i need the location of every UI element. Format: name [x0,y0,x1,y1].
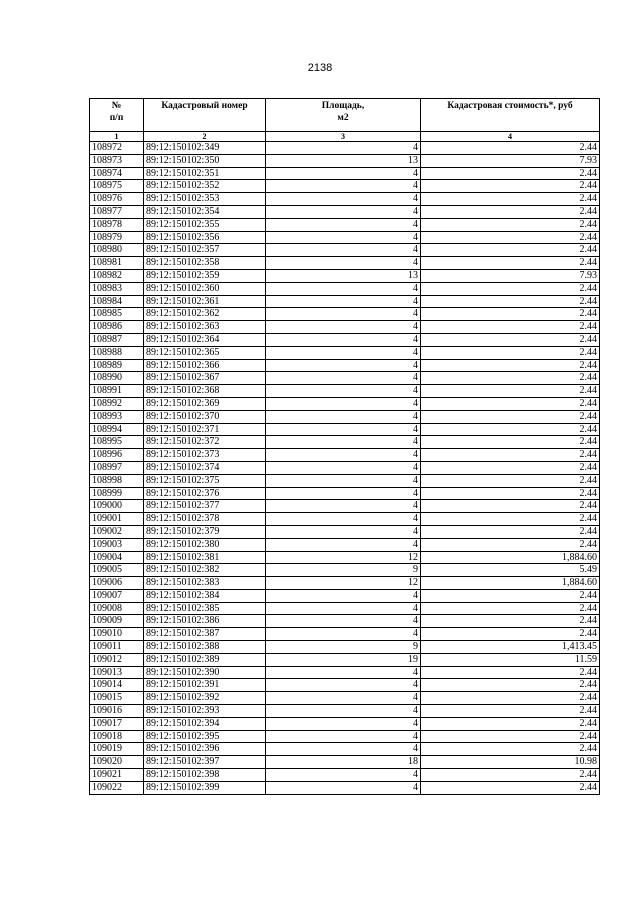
cadastral-number: 89:12:150102:375 [144,474,266,487]
row-number: 108979 [90,231,144,244]
table-row [90,321,600,334]
cadastral-value: 2.44 [421,385,600,398]
cadastral-number: 89:12:150102:351 [144,167,266,180]
row-number: 109003 [90,538,144,551]
table-row [90,372,600,385]
cadastral-value: 2.44 [421,218,600,231]
area-value: 4 [266,346,421,359]
row-number: 109007 [90,589,144,602]
cadastral-number: 89:12:150102:373 [144,449,266,462]
cadastral-number: 89:12:150102:349 [144,142,266,155]
row-number: 108978 [90,218,144,231]
area-value: 4 [266,385,421,398]
area-value: 4 [266,500,421,513]
column-number: 4 [421,132,600,142]
area-value: 4 [266,436,421,449]
row-number: 108993 [90,410,144,423]
row-number: 109019 [90,743,144,756]
cadastral-number: 89:12:150102:352 [144,180,266,193]
column-number: 3 [266,132,421,142]
cadastral-value: 7.93 [421,269,600,282]
area-value: 4 [266,525,421,538]
header-cadastral-value: Кадастровая стоимость*, руб [421,99,600,132]
cadastral-number: 89:12:150102:365 [144,346,266,359]
cadastral-number: 89:12:150102:398 [144,769,266,782]
cadastral-value: 1,413.45 [421,641,600,654]
cadastral-number: 89:12:150102:361 [144,295,266,308]
cadastral-value: 2.44 [421,346,600,359]
area-value: 4 [266,180,421,193]
table-row [90,359,600,372]
area-value: 4 [266,666,421,679]
cadastral-value: 7.93 [421,154,600,167]
table-row [90,269,600,282]
cadastral-number: 89:12:150102:376 [144,487,266,500]
area-value: 4 [266,730,421,743]
page-number: 2138 [307,62,333,74]
row-number: 109014 [90,679,144,692]
row-number: 109000 [90,500,144,513]
table-row [90,487,600,500]
area-value: 4 [266,743,421,756]
cadastral-value: 11.59 [421,653,600,666]
area-value: 4 [266,308,421,321]
area-value: 4 [266,244,421,257]
cadastral-value: 2.44 [421,308,600,321]
cadastral-number: 89:12:150102:364 [144,333,266,346]
cadastral-value: 2.44 [421,359,600,372]
table-row [90,218,600,231]
table-row [90,154,600,167]
cadastral-number: 89:12:150102:367 [144,372,266,385]
cadastral-number: 89:12:150102:354 [144,205,266,218]
header-number [90,99,144,132]
table-row [90,436,600,449]
area-value: 4 [266,193,421,206]
table-row [90,333,600,346]
cadastral-number: 89:12:150102:382 [144,564,266,577]
row-number: 109001 [90,513,144,526]
cadastral-value: 2.44 [421,372,600,385]
row-number: 108992 [90,397,144,410]
cadastral-number: 89:12:150102:369 [144,397,266,410]
cadastral-number: 89:12:150102:397 [144,756,266,769]
area-value: 4 [266,589,421,602]
row-number: 108982 [90,269,144,282]
row-number: 109005 [90,564,144,577]
table-row [90,346,600,359]
area-value: 9 [266,641,421,654]
area-value: 4 [266,769,421,782]
table-row [90,513,600,526]
area-value: 4 [266,679,421,692]
row-number: 108987 [90,333,144,346]
row-number: 108986 [90,321,144,334]
row-number: 109013 [90,666,144,679]
area-value: 4 [266,218,421,231]
table-row [90,730,600,743]
cadastral-value: 2.44 [421,615,600,628]
row-number: 109021 [90,769,144,782]
table-row [90,449,600,462]
cadastral-value: 2.44 [421,589,600,602]
cadastral-value: 2.44 [421,705,600,718]
column-number: 2 [144,132,266,142]
cadastral-value: 2.44 [421,679,600,692]
header-area-line2: м2 [337,113,349,123]
area-value: 4 [266,602,421,615]
cadastral-value: 2.44 [421,525,600,538]
table-row [90,500,600,513]
row-number: 108997 [90,461,144,474]
cadastral-value: 2.44 [421,436,600,449]
table-row [90,525,600,538]
area-value: 4 [266,397,421,410]
cadastral-value: 2.44 [421,769,600,782]
area-value: 4 [266,781,421,794]
table-row [90,589,600,602]
table-row [90,781,600,794]
row-number: 108998 [90,474,144,487]
row-number: 108976 [90,193,144,206]
cadastral-value: 2.44 [421,180,600,193]
table-row [90,717,600,730]
cadastral-value: 2.44 [421,295,600,308]
cadastral-number: 89:12:150102:368 [144,385,266,398]
area-value: 4 [266,372,421,385]
cadastral-value: 2.44 [421,474,600,487]
cadastral-value: 2.44 [421,449,600,462]
column-number-row [90,132,600,142]
cadastral-number: 89:12:150102:355 [144,218,266,231]
cadastral-value: 2.44 [421,500,600,513]
row-number: 108989 [90,359,144,372]
area-value: 9 [266,564,421,577]
table-row [90,282,600,295]
cadastral-number: 89:12:150102:366 [144,359,266,372]
area-value: 4 [266,717,421,730]
cadastral-number: 89:12:150102:363 [144,321,266,334]
table-row [90,602,600,615]
table-row [90,679,600,692]
area-value: 4 [266,257,421,270]
table-row [90,628,600,641]
cadastral-number: 89:12:150102:392 [144,692,266,705]
table-row [90,551,600,564]
area-value: 4 [266,333,421,346]
cadastral-value: 2.44 [421,410,600,423]
table-row [90,423,600,436]
row-number: 109015 [90,692,144,705]
table-row [90,308,600,321]
table-row [90,666,600,679]
table-row [90,257,600,270]
area-value: 4 [266,474,421,487]
table-row [90,167,600,180]
cadastral-value: 2.44 [421,692,600,705]
cadastral-value: 5.49 [421,564,600,577]
cadastral-value: 2.44 [421,628,600,641]
cadastral-number: 89:12:150102:377 [144,500,266,513]
header-number-line2: п/п [109,113,124,123]
cadastral-number: 89:12:150102:379 [144,525,266,538]
cadastral-value: 2.44 [421,231,600,244]
area-value: 4 [266,487,421,500]
cadastral-value: 2.44 [421,282,600,295]
table-row [90,653,600,666]
area-value: 4 [266,282,421,295]
row-number: 109002 [90,525,144,538]
cadastral-value: 2.44 [421,333,600,346]
row-number: 108972 [90,142,144,155]
cadastral-value: 2.44 [421,717,600,730]
cadastral-number: 89:12:150102:393 [144,705,266,718]
row-number: 108990 [90,372,144,385]
area-value: 18 [266,756,421,769]
cadastral-number: 89:12:150102:383 [144,577,266,590]
area-value: 4 [266,321,421,334]
cadastral-number: 89:12:150102:386 [144,615,266,628]
cadastral-number: 89:12:150102:356 [144,231,266,244]
table-row [90,474,600,487]
column-number: 1 [90,132,144,142]
cadastral-value: 2.44 [421,167,600,180]
table-row [90,142,600,155]
cadastral-number: 89:12:150102:357 [144,244,266,257]
table-row [90,385,600,398]
row-number: 108991 [90,385,144,398]
cadastral-value: 1,884.60 [421,551,600,564]
cadastral-value: 2.44 [421,461,600,474]
area-value: 13 [266,154,421,167]
row-number: 108994 [90,423,144,436]
cadastral-number: 89:12:150102:370 [144,410,266,423]
cadastral-number: 89:12:150102:362 [144,308,266,321]
cadastral-number: 89:12:150102:394 [144,717,266,730]
cadastral-value: 2.44 [421,321,600,334]
row-number: 109016 [90,705,144,718]
cadastral-number: 89:12:150102:371 [144,423,266,436]
cadastral-value: 2.44 [421,538,600,551]
cadastral-value: 2.44 [421,397,600,410]
area-value: 4 [266,628,421,641]
table-row [90,705,600,718]
cadastral-value: 1,884.60 [421,577,600,590]
cadastral-value: 2.44 [421,423,600,436]
cadastral-number: 89:12:150102:374 [144,461,266,474]
area-value: 4 [266,205,421,218]
cadastral-number: 89:12:150102:399 [144,781,266,794]
row-number: 108996 [90,449,144,462]
table-row [90,410,600,423]
cadastral-number: 89:12:150102:360 [144,282,266,295]
cadastral-number: 89:12:150102:359 [144,269,266,282]
cadastral-value: 2.44 [421,244,600,257]
row-number: 108977 [90,205,144,218]
row-number: 109022 [90,781,144,794]
cadastral-value: 2.44 [421,142,600,155]
row-number: 109004 [90,551,144,564]
table-row [90,641,600,654]
cadastral-table [89,98,600,795]
area-value: 4 [266,615,421,628]
row-number: 108983 [90,282,144,295]
area-value: 4 [266,692,421,705]
table-row [90,538,600,551]
cadastral-number: 89:12:150102:378 [144,513,266,526]
cadastral-value: 2.44 [421,513,600,526]
row-number: 108980 [90,244,144,257]
area-value: 12 [266,551,421,564]
table-row [90,769,600,782]
row-number: 108981 [90,257,144,270]
cadastral-number: 89:12:150102:387 [144,628,266,641]
row-number: 109006 [90,577,144,590]
cadastral-number: 89:12:150102:389 [144,653,266,666]
row-number: 108999 [90,487,144,500]
row-number: 109020 [90,756,144,769]
row-number: 109018 [90,730,144,743]
table-row [90,692,600,705]
area-value: 12 [266,577,421,590]
area-value: 4 [266,461,421,474]
row-number: 108988 [90,346,144,359]
row-number: 109009 [90,615,144,628]
table-row [90,564,600,577]
table-row [90,180,600,193]
header-cadastral-number: Кадастровый номер [144,99,266,132]
cadastral-number: 89:12:150102:353 [144,193,266,206]
row-number: 108985 [90,308,144,321]
area-value: 19 [266,653,421,666]
row-number: 108975 [90,180,144,193]
cadastral-value: 2.44 [421,602,600,615]
cadastral-number: 89:12:150102:385 [144,602,266,615]
area-value: 4 [266,231,421,244]
cadastral-value: 2.44 [421,487,600,500]
cadastral-value: 2.44 [421,730,600,743]
cadastral-value: 2.44 [421,666,600,679]
row-number: 109011 [90,641,144,654]
table-row [90,461,600,474]
cadastral-number: 89:12:150102:358 [144,257,266,270]
area-value: 4 [266,167,421,180]
row-number: 108984 [90,295,144,308]
cadastral-value: 2.44 [421,205,600,218]
area-value: 4 [266,359,421,372]
area-value: 4 [266,449,421,462]
row-number: 109010 [90,628,144,641]
cadastral-number: 89:12:150102:396 [144,743,266,756]
table-row [90,205,600,218]
cadastral-number: 89:12:150102:372 [144,436,266,449]
row-number: 108973 [90,154,144,167]
cadastral-value: 2.44 [421,193,600,206]
header-row [90,99,600,132]
header-area-line1: Площадь, [321,101,365,111]
cadastral-value: 10.98 [421,756,600,769]
cadastral-value: 2.44 [421,781,600,794]
table-row [90,756,600,769]
cadastral-number: 89:12:150102:381 [144,551,266,564]
area-value: 4 [266,513,421,526]
table-row [90,295,600,308]
area-value: 13 [266,269,421,282]
header-number-line1: № [111,101,122,111]
cadastral-number: 89:12:150102:390 [144,666,266,679]
cadastral-number: 89:12:150102:395 [144,730,266,743]
table-row [90,577,600,590]
cadastral-number: 89:12:150102:388 [144,641,266,654]
cadastral-number: 89:12:150102:350 [144,154,266,167]
row-number: 108974 [90,167,144,180]
row-number: 109017 [90,717,144,730]
cadastral-value: 2.44 [421,257,600,270]
area-value: 4 [266,538,421,551]
cadastral-number: 89:12:150102:391 [144,679,266,692]
table-row [90,397,600,410]
cadastral-number: 89:12:150102:380 [144,538,266,551]
row-number: 109012 [90,653,144,666]
table-row [90,615,600,628]
area-value: 4 [266,705,421,718]
row-number: 109008 [90,602,144,615]
cadastral-value: 2.44 [421,743,600,756]
area-value: 4 [266,295,421,308]
area-value: 4 [266,410,421,423]
area-value: 4 [266,423,421,436]
row-number: 108995 [90,436,144,449]
table-body [90,142,600,795]
table-row [90,231,600,244]
table-row [90,244,600,257]
table-row [90,193,600,206]
table-row [90,743,600,756]
area-value: 4 [266,142,421,155]
cadastral-number: 89:12:150102:384 [144,589,266,602]
header-area [266,99,421,132]
